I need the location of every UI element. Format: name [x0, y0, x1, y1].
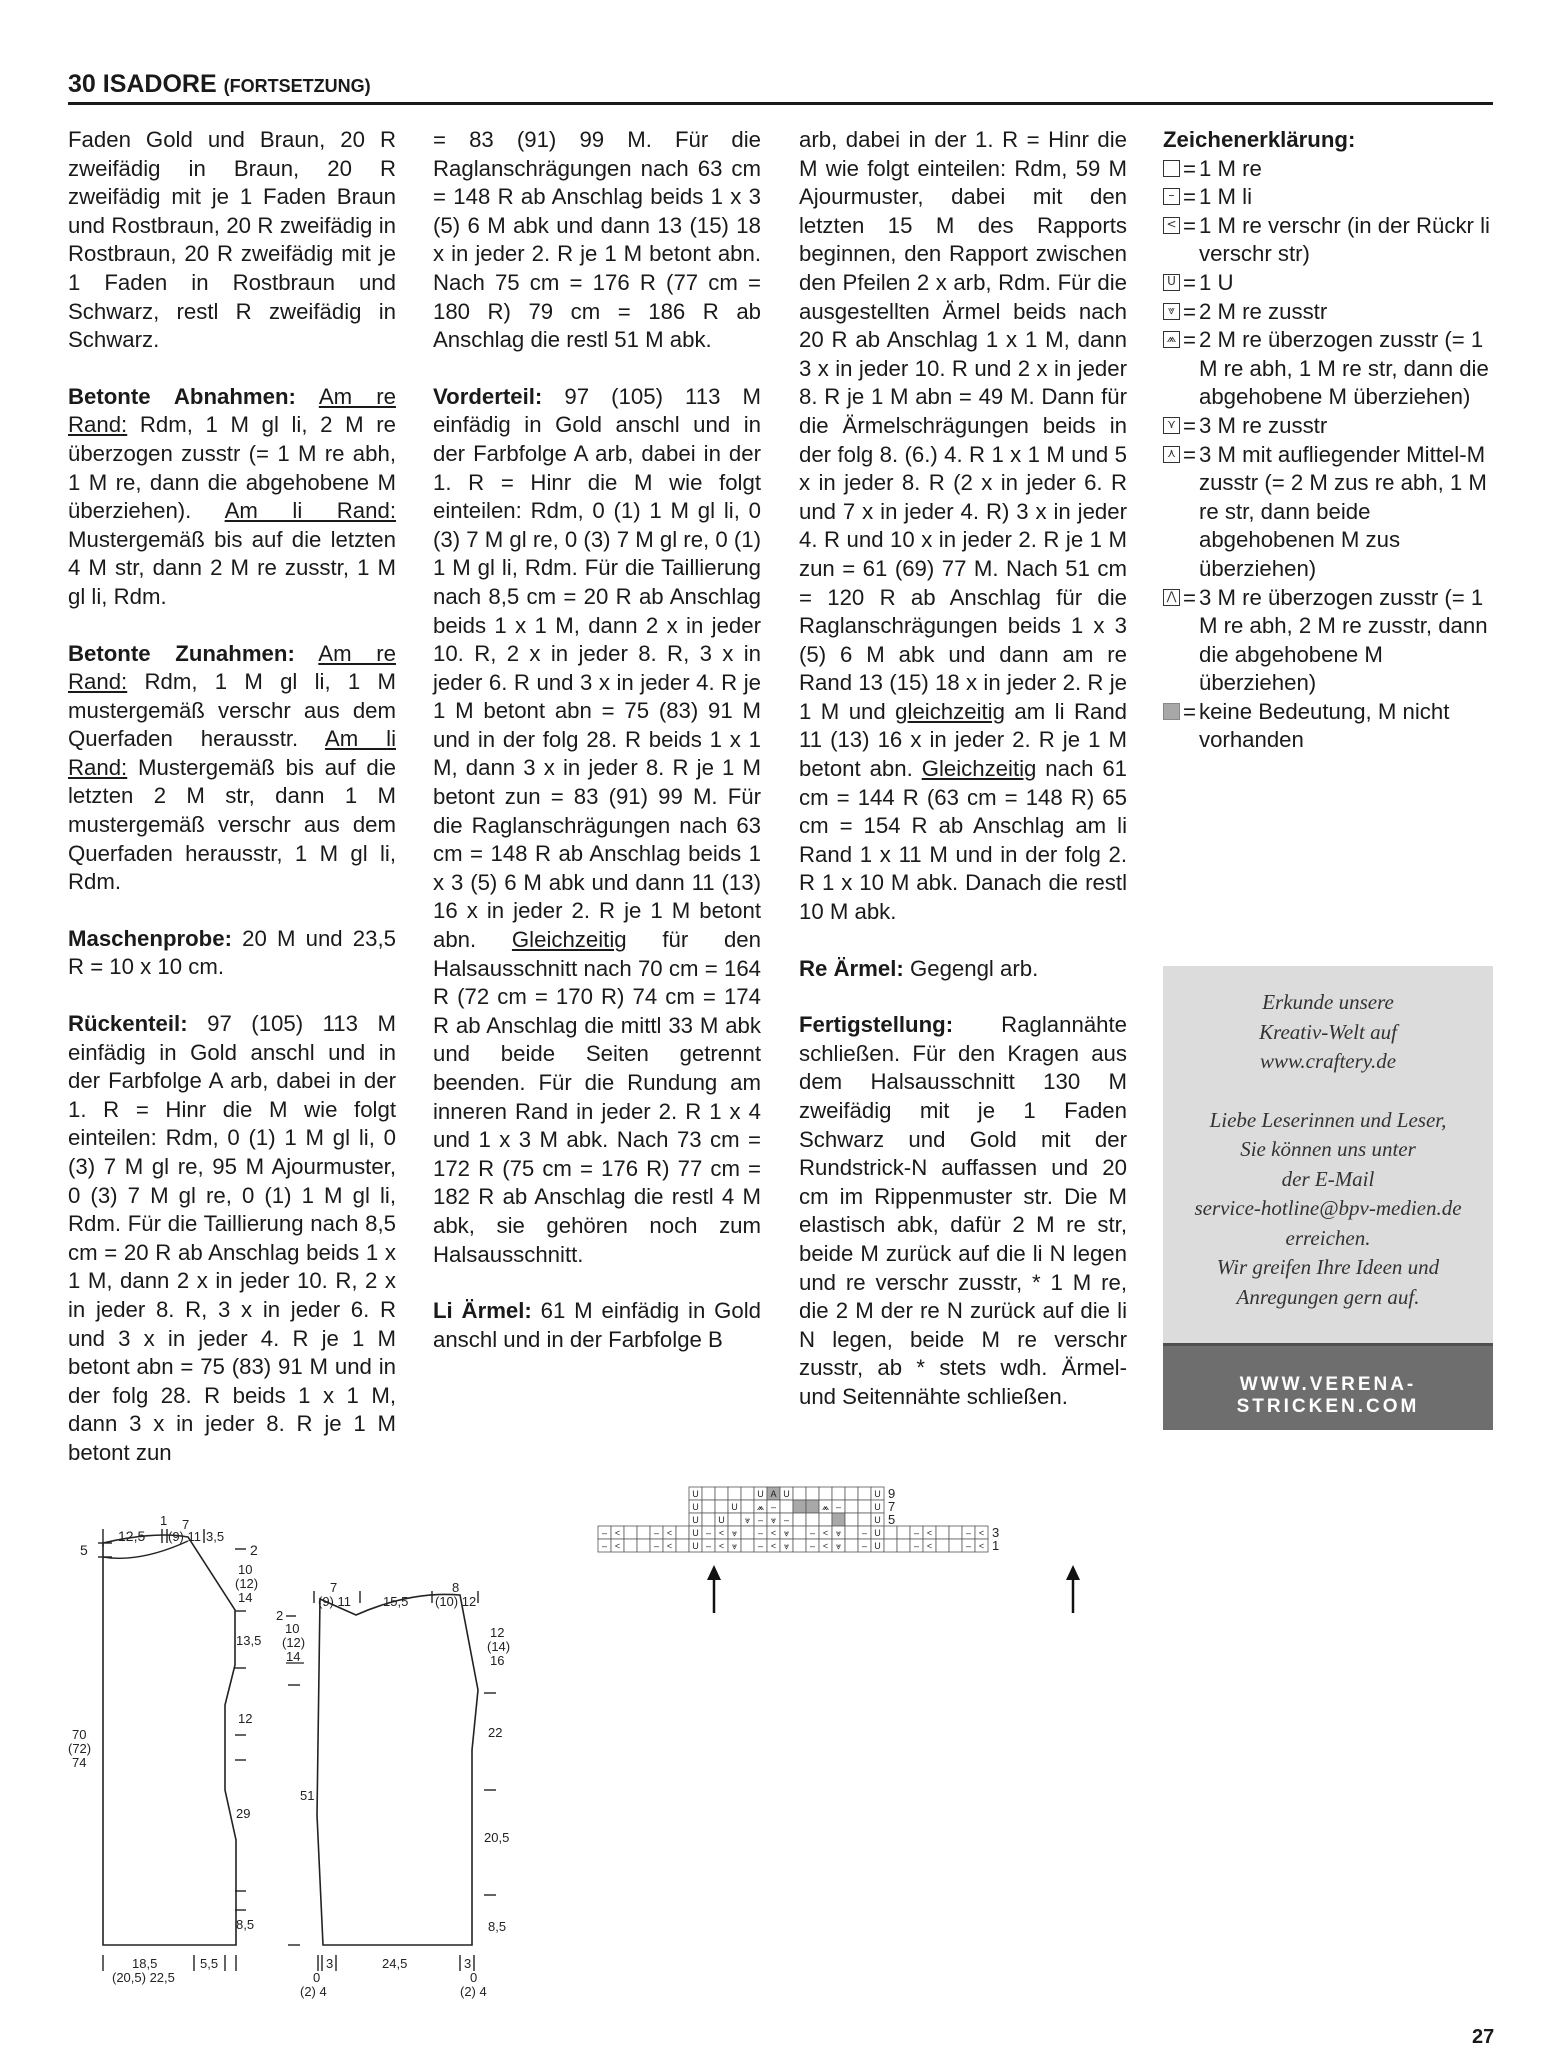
chart-cell	[936, 1526, 949, 1539]
chart-cell	[819, 1513, 832, 1526]
legend-list	[1163, 155, 1493, 755]
heading-vorderteil: Vorderteil:	[433, 383, 543, 409]
chart-symbol: <	[614, 1541, 621, 1551]
legend-item-text: 2 M re zusstr	[1199, 298, 1328, 324]
chart-cell	[702, 1500, 715, 1513]
chart-row-label: 7	[888, 1499, 896, 1514]
chart-symbol: U	[783, 1489, 790, 1499]
paragraph-re-aermel: Re Ärmel: Gegengl arb.	[799, 955, 1039, 981]
heading-betonte-abnahmen: Betonte Abnahmen:	[68, 383, 296, 409]
promo-line: der E-Mail	[1281, 1166, 1375, 1191]
dim-label: 8,5	[488, 1919, 507, 1934]
chart-cell	[702, 1513, 715, 1526]
website-link[interactable]: WWW.VERENA-STRICKEN.COM	[1236, 1374, 1420, 1417]
chart-symbol: <	[770, 1528, 777, 1538]
chart-symbol: U	[692, 1515, 699, 1525]
chart-cell	[858, 1500, 871, 1513]
dim-label: 10	[238, 1562, 253, 1577]
paragraph-fertigstellung: Fertigstellung: Raglannähte schließen. Für den Kragen aus dem Halsausschnitt 130 M zweifädig mit je 1 Faden Schwarz und Gold mit der Rundstrick-N auffassen und 20 cm im Rippenmuster str. Die M elastisch abk, dafür 2 M re str, beide M zurück auf die li N legen und re verschr zusstr, * 1 M re, die 2 M der re N zurück auf die li N legen, beide M re verschr zusstr, ab * stets wdh. Ärmel- und Seitennähte schließen.	[799, 1012, 1127, 1409]
chart-cell	[897, 1539, 910, 1552]
chart-row-label: 5	[888, 1512, 896, 1527]
chart-symbol: –	[601, 1528, 608, 1538]
dim-label: 8	[452, 1580, 460, 1595]
paragraph-vorderteil: Vorderteil: 97 (105) 113 M einfädig in Gold anschl und in der Farbfolge A arb, dabei in der 1. R = Hinr die M wie folgt einteilen: Rdm, 0 (1) 1 M gl li, 0 (3) 7 M gl re, 0 (3) 7 M gl re, 0 (1) 1 M gl li, Rdm. Für die Taillierung nach 8,5 cm = 20 R ab Anschlag beids 1 x 1 M, dann 2 x in jeder 10. R, 2 x in jeder 8. R, 3 x in jeder 6. R und 3 x in jeder 4. R je 1 M betont abn = 75 (83) 91 M und in der folg 28. R beids 1 x 1 M, dann 3 x in jeder 8. R je 1 M betont zun = 83 (91) 99 M. Für die Raglanschrägungen nach 63 cm = 148 R ab Anschlag beids 1 x 3 (5) 6 M abk und dann 11 (13) 16 x in jeder 2. R je 1 M betont abn. Gleichzeitig für den Halsausschnitt nach 70 cm = 164 R (72 cm = 170 R) 74 cm = 174 R ab Anschlag die mittl 33 M abk und beide Seiten getrennt beenden. Für die Rundung am inneren Rand in jeder 2. R 1 x 4 und 1 x 3 M abk. Nach 73 cm = 172 R (75 cm = 176 R) 77 cm = 182 R ab Anschlag die restl 4 M abk, sie gehören noch zum Halsausschnitt.	[433, 383, 761, 1267]
dim-label: (2) 4	[300, 1984, 327, 1999]
chart-cell	[845, 1539, 858, 1552]
chart-symbol: <	[926, 1528, 933, 1538]
equals-sign: =	[1183, 184, 1196, 210]
legend-item	[1163, 155, 1493, 184]
chart-symbol: –	[965, 1541, 972, 1551]
chart-symbol: ⩔	[835, 1528, 842, 1538]
chart-row-label: 9	[888, 1486, 896, 1501]
dim-label: 22	[488, 1725, 503, 1740]
legend-item	[1163, 584, 1493, 698]
chart-symbol: –	[705, 1541, 712, 1551]
chart-cell	[741, 1500, 754, 1513]
chart-row-label: 1	[992, 1538, 1000, 1553]
equals-sign: =	[1183, 441, 1196, 467]
chart-symbol: ⩔	[783, 1541, 790, 1551]
legend-item-text: 3 M re zusstr	[1199, 412, 1328, 438]
underline-am-li-rand: Am li Rand:	[224, 498, 396, 524]
chart-cell	[793, 1526, 806, 1539]
chart-cell	[728, 1513, 741, 1526]
chart-symbol: <	[822, 1528, 829, 1538]
legend-item	[1163, 698, 1493, 755]
dim-label: 51	[300, 1788, 315, 1803]
heading-li-aermel: Li Ärmel:	[433, 1298, 532, 1324]
legend-item-text: 2 M re überzogen zusstr (= 1 M re abh, 1 M re str, dann die abgehobene M überziehen)	[1199, 327, 1489, 410]
promo-line: Erkunde unsere	[1262, 990, 1394, 1014]
legend-item	[1163, 212, 1493, 269]
legend-item	[1163, 441, 1493, 584]
dim-label: 0	[313, 1970, 321, 1985]
chart-symbol: U	[874, 1515, 881, 1525]
promo-text	[1163, 988, 1493, 1341]
heading-rueckenteil: Rückenteil:	[68, 1011, 188, 1037]
k2tog-icon: ⩔	[1163, 303, 1180, 320]
chart-symbol: –	[770, 1502, 777, 1512]
paragraph-rueckenteil-cont: = 83 (91) 99 M. Für die Raglanschrägungen nach 63 cm = 148 R ab Anschlag beids 1 x 3 (5) 6 M abk und dann 13 (15) 18 x in jeder 2. R je 1 M betont abn. Nach 75 cm = 176 R (77 cm = 180 R) 79 cm = 186 R ab Anschlag die restl 51 M abk.	[433, 127, 761, 353]
legend-item-text: 1 M re	[1199, 155, 1262, 181]
chart-symbol: ⩕	[756, 1502, 765, 1512]
paragraph-li-aermel: Li Ärmel: 61 M einfädig in Gold anschl und in der Farbfolge B	[433, 1298, 761, 1352]
chart-symbol: <	[978, 1528, 985, 1538]
chart-symbol: U	[757, 1489, 764, 1499]
chart-cell	[845, 1487, 858, 1500]
underline-am-re-rand: Am re Rand:	[68, 640, 396, 695]
dim-label: 12	[238, 1711, 253, 1726]
chart-cell	[832, 1487, 845, 1500]
promo-email-link[interactable]: service-hotline@bpv-medien.de	[1194, 1196, 1462, 1220]
chart-cell	[936, 1539, 949, 1552]
heading-re-aermel: Re Ärmel:	[799, 955, 904, 981]
dim-label: 13,5	[236, 1633, 262, 1648]
dim-label: 14	[286, 1649, 301, 1664]
chart-symbol: U	[874, 1541, 881, 1551]
chart-symbol: <	[666, 1528, 673, 1538]
no-stitch-icon	[1163, 703, 1180, 720]
chart-grid	[598, 1487, 988, 1552]
legend-item-text: 1 M re verschr (in der Rückr li verschr str)	[1199, 212, 1490, 267]
chart-symbol: <	[978, 1541, 985, 1551]
chart-symbol: U	[718, 1515, 725, 1525]
chart-symbol: <	[718, 1541, 725, 1551]
chart-cell	[715, 1487, 728, 1500]
chart-symbol: U	[874, 1528, 881, 1538]
chart-cell	[884, 1539, 897, 1552]
paragraph-betonte-zunahmen: Betonte Zunahmen: Am re Rand: Rdm, 1 M gl li, 1 M mustergemäß verschr aus dem Querfaden herausstr. Am li Rand: Mustergemäß bis auf die letzten 2 M str, dann 1 M mustergemäß verschr aus dem Querfaden herausstr, 1 M gl li, Rdm.	[68, 640, 396, 895]
heading-betonte-zunahmen: Betonte Zunahmen:	[68, 640, 295, 666]
chart-symbol: –	[653, 1541, 660, 1551]
chart-cell	[845, 1526, 858, 1539]
chart-cell	[637, 1539, 650, 1552]
legend-item-text: 1 U	[1199, 269, 1234, 295]
chart-symbol: –	[809, 1541, 816, 1551]
underline-am-re-rand: Am re Rand:	[68, 383, 396, 438]
dim-label: (72)	[68, 1741, 92, 1756]
chart-symbol: U	[692, 1541, 699, 1551]
chart-symbol: <	[718, 1528, 725, 1538]
chart-symbol: ⩔	[783, 1528, 790, 1538]
heading-maschenprobe: Maschenprobe:	[68, 925, 232, 951]
chart-cell	[949, 1539, 962, 1552]
dim-label: 2	[276, 1608, 284, 1623]
chart-cell	[702, 1487, 715, 1500]
legend-item	[1163, 269, 1493, 298]
dim-label: (2) 4	[460, 1984, 487, 1999]
dim-label: (12)	[282, 1635, 306, 1650]
chart-cell	[741, 1526, 754, 1539]
chart-symbol: –	[835, 1502, 842, 1512]
chart-symbol: <	[614, 1528, 621, 1538]
chart-symbol: <	[822, 1541, 829, 1551]
chart-cell	[858, 1487, 871, 1500]
dim-label: 1	[160, 1513, 168, 1528]
dim-label: 29	[236, 1806, 251, 1821]
dim-label: 18,5	[132, 1956, 158, 1971]
chart-cell	[949, 1526, 962, 1539]
legend-column	[1163, 126, 1493, 755]
dim-label: 16	[490, 1653, 505, 1668]
chart-symbol: U	[692, 1489, 699, 1499]
dim-label: 5,5	[200, 1956, 219, 1971]
page-number: 27	[1472, 2026, 1495, 2048]
legend-item	[1163, 183, 1493, 212]
dim-label: 2	[250, 1542, 258, 1558]
promo-line: Wir greifen Ihre Ideen und	[1216, 1255, 1440, 1279]
chart-cell	[793, 1487, 806, 1500]
equals-sign: =	[1183, 269, 1196, 295]
chart-cell	[884, 1526, 897, 1539]
chart-cell	[897, 1526, 910, 1539]
chart-symbol: ⩔	[835, 1541, 842, 1551]
legend-item-text: 3 M re überzogen zusstr (= 1 M re abh, 2 M re zusstr, dann die abgehobene M überziehen)	[1199, 584, 1488, 696]
dim-label: 12,5	[118, 1528, 146, 1544]
equals-sign: =	[1183, 298, 1196, 324]
chart-symbol: –	[861, 1541, 868, 1551]
legend-item	[1163, 412, 1493, 441]
dim-label: (12)	[235, 1576, 259, 1591]
promo-box	[1163, 966, 1493, 1430]
paragraph-farbfolge: Faden Gold und Braun, 20 R zweifädig in Braun, 20 R zweifädig mit je 1 Faden Braun und Rostbraun, 20 R zweifädig in Rostbraun, 20 R zweifädig mit je 1 Faden in Rostbraun und Schwarz, restl R zweifädig in Schwarz.	[68, 127, 396, 353]
dim-label: 24,5	[382, 1956, 408, 1971]
page-title: 30 ISADORE (FORTSETZUNG)	[68, 70, 371, 98]
chart-cell	[793, 1513, 806, 1526]
dim-label: (20,5) 22,5	[112, 1970, 175, 1985]
paragraph-betonte-abnahmen: Betonte Abnahmen: Am re Rand: Rdm, 1 M gl li, 2 M re überzogen zusstr (= 1 M re abh, 1 M re, dann die abgehobene M überziehen). Am li Rand: Mustergemäß bis auf die letzten 4 M str, dann 2 M re zusstr, 1 M gl li, Rdm.	[68, 383, 396, 609]
equals-sign: =	[1183, 212, 1196, 238]
k3tog-icon: ⋎	[1163, 417, 1180, 434]
chart-cell	[806, 1487, 819, 1500]
chart-cell	[676, 1526, 689, 1539]
chart-symbol: ⩔	[731, 1541, 738, 1551]
page-header	[68, 70, 1493, 105]
paragraph-maschenprobe: Maschenprobe: 20 M und 23,5 R = 10 x 10 cm.	[68, 925, 396, 980]
text-column-3	[799, 126, 1127, 1412]
chart-symbol: –	[913, 1528, 920, 1538]
promo-link-craftery[interactable]: www.craftery.de	[1259, 1049, 1397, 1073]
chart-symbol: ⩔	[731, 1528, 738, 1538]
body-pattern-piece	[68, 1513, 261, 1985]
dim-label: (9) 11	[318, 1594, 351, 1609]
chart-symbol: U	[692, 1502, 699, 1512]
text-column-2	[433, 126, 761, 1354]
underline-gleichzeitig-2: Gleichzeitig	[921, 756, 1037, 782]
knit-stitch-icon	[1163, 160, 1180, 177]
chart-symbol: –	[861, 1528, 868, 1538]
chart-symbol: U	[874, 1502, 881, 1512]
chart-cell	[728, 1487, 741, 1500]
chart-symbol: ⩔	[744, 1515, 751, 1525]
chart-symbol: U	[692, 1528, 699, 1538]
chart-symbol: –	[809, 1528, 816, 1538]
chart-symbol: U	[874, 1489, 881, 1499]
chart-symbol: U	[731, 1502, 738, 1512]
chart-cell	[806, 1513, 819, 1526]
chart-symbol: A	[770, 1489, 777, 1499]
heading-fertigstellung: Fertigstellung:	[799, 1012, 954, 1038]
legend-item-text: 3 M mit aufliegender Mittel-M zusstr (= 2 M zus re abh, 1 M re str, dann beide abgehobenen M zus überziehen)	[1199, 441, 1487, 581]
chart-cell	[819, 1487, 832, 1500]
chart-symbol: –	[705, 1528, 712, 1538]
chart-cell	[624, 1526, 637, 1539]
centered-double-decrease-icon: ⋏	[1163, 446, 1180, 463]
legend-item	[1163, 298, 1493, 327]
chart-cell	[858, 1513, 871, 1526]
purl-stitch-icon: –	[1163, 188, 1180, 205]
chart-cell	[832, 1513, 845, 1526]
dim-label: 20,5	[484, 1830, 510, 1845]
underline-gleichzeitig: Gleichzeitig	[511, 927, 627, 953]
chart-cell	[637, 1526, 650, 1539]
dim-label: 15,5	[383, 1594, 409, 1609]
dim-label: 8,5	[236, 1917, 255, 1932]
chart-symbol: –	[757, 1541, 764, 1551]
chart-cell	[845, 1500, 858, 1513]
chart-cell	[793, 1500, 806, 1513]
equals-sign: =	[1183, 584, 1196, 610]
chart-cell	[741, 1539, 754, 1552]
dim-label: 70	[72, 1727, 87, 1742]
chart-symbol: <	[770, 1541, 777, 1551]
promo-line: Liebe Leserinnen und Leser,	[1209, 1107, 1447, 1132]
dim-label: 3	[326, 1956, 334, 1971]
dim-label: 10	[285, 1621, 300, 1636]
legend-item-text: keine Bedeutung, M nicht vorhanden	[1199, 698, 1450, 753]
legend-title: Zeichenerklärung:	[1163, 127, 1356, 152]
chart-symbol: –	[757, 1515, 764, 1525]
page-subtitle: (FORTSETZUNG)	[223, 76, 371, 96]
chart-symbol: –	[783, 1515, 790, 1525]
chart-cell	[780, 1500, 793, 1513]
chart-symbol: –	[965, 1528, 972, 1538]
promo-line: Kreativ-Welt auf	[1259, 1019, 1397, 1044]
chart-row-label: 3	[992, 1525, 1000, 1540]
dim-label: 3,5	[206, 1529, 225, 1544]
dim-label: (10) 12	[435, 1594, 477, 1609]
equals-sign: =	[1183, 155, 1196, 181]
chart-cell	[624, 1539, 637, 1552]
dim-label: 12	[490, 1625, 505, 1640]
chart-symbol: <	[666, 1541, 673, 1551]
pattern-chart	[594, 1483, 1114, 1623]
paragraph-rueckenteil: Rückenteil: 97 (105) 113 M einfädig in Gold anschl und in der Farbfolge A arb, dabei in der 1. R = Hinr die M wie folgt einteilen: Rdm, 0 (1) 1 M gl li, 0 (3) 7 M gl re, 95 M Ajourmuster, 0 (3) 7 M gl re, 0 (1) 1 M gl li, Rdm. Für die Taillierung nach 8,5 cm = 20 R ab Anschlag beids 1 x 1 M, dann 2 x in jeder 10. R, 2 x in jeder 8. R, 3 x in jeder 6. R und 3 x in jeder 4. R je 1 M betont abn = 75 (83) 91 M und in der folg 28. R beids 1 x 1 M, dann 3 x in jeder 8. R je 1 M betont zun	[68, 1011, 396, 1465]
chart-cell	[845, 1513, 858, 1526]
dim-label: 3	[464, 1956, 472, 1971]
promo-line: Sie können uns unter	[1240, 1137, 1416, 1161]
promo-line: Anregungen gern auf.	[1236, 1284, 1420, 1309]
chart-symbol: –	[601, 1541, 608, 1551]
underline-am-li-rand: Am li Rand:	[68, 726, 396, 780]
chart-symbol: –	[913, 1541, 920, 1551]
chart-symbol: ⩔	[770, 1515, 777, 1525]
repeat-arrow-right	[1066, 1565, 1080, 1613]
equals-sign: =	[1183, 327, 1196, 353]
dim-label: 14	[238, 1590, 253, 1605]
yarn-over-icon: U	[1163, 274, 1180, 291]
dim-label: (9) 11	[168, 1529, 201, 1544]
chart-symbol: ⩕	[821, 1502, 830, 1512]
chart-symbol: <	[926, 1541, 933, 1551]
dim-label: 74	[72, 1755, 87, 1770]
chart-symbol: –	[653, 1528, 660, 1538]
underline-gleichzeitig: gleichzeitig	[895, 698, 1005, 724]
sleeve-pattern-piece	[276, 1580, 510, 1999]
chart-cell	[676, 1539, 689, 1552]
ssk-icon: ⩕	[1163, 331, 1180, 348]
dim-label: (14)	[487, 1639, 511, 1654]
dim-label: 7	[330, 1580, 338, 1595]
repeat-arrow-left	[707, 1565, 721, 1613]
sk2p-icon: ⋀	[1163, 589, 1180, 606]
equals-sign: =	[1183, 412, 1196, 438]
legend-item	[1163, 326, 1493, 412]
legend-item-text: 1 M li	[1199, 184, 1253, 210]
twisted-stitch-icon: <	[1163, 217, 1180, 234]
text-column-1	[68, 126, 396, 1468]
dim-label: 0	[470, 1970, 478, 1985]
promo-band	[1163, 1343, 1493, 1430]
equals-sign: =	[1183, 698, 1196, 724]
chart-symbol: –	[757, 1528, 764, 1538]
schnitt-diagram	[60, 1485, 540, 2025]
chart-cell	[715, 1500, 728, 1513]
chart-cell	[741, 1487, 754, 1500]
promo-line: erreichen.	[1285, 1225, 1371, 1250]
chart-cell	[793, 1539, 806, 1552]
chart-cell	[806, 1500, 819, 1513]
dim-label: 7	[182, 1517, 190, 1532]
paragraph-li-aermel-cont: arb, dabei in der 1. R = Hinr die M wie folgt einteilen: Rdm, 59 M Ajourmuster, dabei mit den letzten 15 M des Rapports beginnen, den Rapport zwischen den Pfeilen 2 x arb, Rdm. Für die ausgestellten Ärmel beids nach 20 R ab Anschlag 1 x 1 M, dann 3 x in jeder 10. R und 2 x in jeder 8. R je 1 M abn = 49 M. Dann für die Ärmelschrägungen beids in der folg 8. (6.) 4. R 1 x 1 M und 5 x in jeder 8. R (2 x in jeder 6. R und 7 x in jeder 4. R) 3 x in jeder 4. R und 10 x in jeder 2. R je 1 M zun = 61 (69) 77 M. Nach 51 cm = 120 R ab Anschlag für die Raglanschrägungen beids 1 x 3 (5) 6 M abk und dann am re Rand 13 (15) 18 x in jeder 2. R je 1 M und gleichzeitig am li Rand 11 (13) 16 x in jeder 2. R je 1 M betont abn. Gleichzeitig nach 61 cm = 144 R (63 cm = 148 R) 65 cm = 154 R ab Anschlag am li Rand 1 x 11 M und in der folg 2. R 1 x 10 M abk. Danach die restl 10 M abk.	[799, 127, 1128, 925]
dim-label: 5	[80, 1542, 88, 1558]
